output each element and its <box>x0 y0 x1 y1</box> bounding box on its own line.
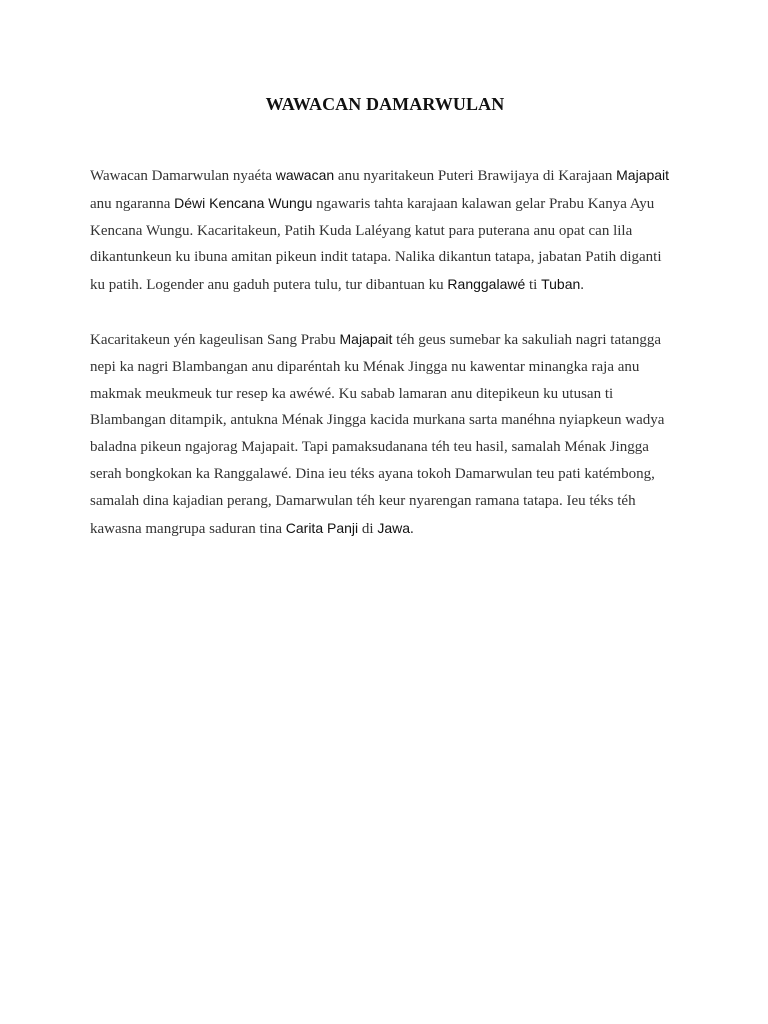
text-run: di <box>358 520 378 537</box>
text-run: anu nyaritakeun Puteri Brawijaya di Karajaan <box>334 168 617 184</box>
link-wawacan[interactable]: wawacan <box>275 167 335 183</box>
text-run: ti <box>525 277 542 294</box>
text-run: téh geus sumebar ka sakuliah nagri tatangga nepi ka nagri Blambangan anu diparéntah ku Ménak Jingga nu kawentar minangka raja anu makmak meukmeuk tur resep ka awéwé. Ku sabab lamaran anu ditepikeun ku utusan ti Blambangan ditampik, antukna Ménak Jingga kacida murkana sarta manéhna nyiapkeun wadya baladna pikeun ngajorag Majapait. Tapi pamaksudanana téh teu hasil, samalah Ménak Jingga serah bongkokan ka Ranggalawé. Dina ieu téks ayana tokoh Damarwulan teu pati katémbong, samalah dina kajadian perang, Damarwulan téh keur nyarengan ramana tatapa. Ieu téks téh kawasna mangrupa saduran tina <box>90 331 665 537</box>
link-ranggalawe[interactable]: Ranggalawé <box>447 276 526 293</box>
text-run: anu ngaranna <box>90 195 175 212</box>
link-jawa[interactable]: Jawa <box>377 519 410 536</box>
text-run: . <box>580 277 585 294</box>
link-tuban[interactable]: Tuban <box>541 276 581 293</box>
text-run: ngawaris tahta karajaan kalawan gelar Prabu Kanya Ayu Kencana Wungu. Kacaritakeun, Patih Kuda Laléyang katut para puterana anu opat can lila dikantunkeun ku ibuna amitan pikeun indit tatapa. Nalika dikantun tatapa, jabatan Patih diganti ku patih. Logender anu gaduh putera tulu, tur dibantuan ku <box>90 195 662 294</box>
paragraph-1 <box>90 162 680 299</box>
text-run: . <box>410 520 414 537</box>
text-run: Wawacan Damarwulan nyaéta <box>90 168 276 184</box>
link-carita-panji[interactable]: Carita Panji <box>285 519 359 536</box>
link-majapait[interactable]: Majapait <box>616 167 670 183</box>
link-dewi-kencana-wungu[interactable]: Déwi Kencana Wungu <box>174 194 313 211</box>
document-page <box>90 92 680 569</box>
document-title: WAWACAN DAMARWULAN <box>265 94 505 114</box>
link-majapait[interactable]: Majapait <box>339 330 393 347</box>
paragraph-2 <box>90 326 680 542</box>
text-run: Kacaritakeun yén kageulisan Sang Prabu <box>90 331 340 348</box>
